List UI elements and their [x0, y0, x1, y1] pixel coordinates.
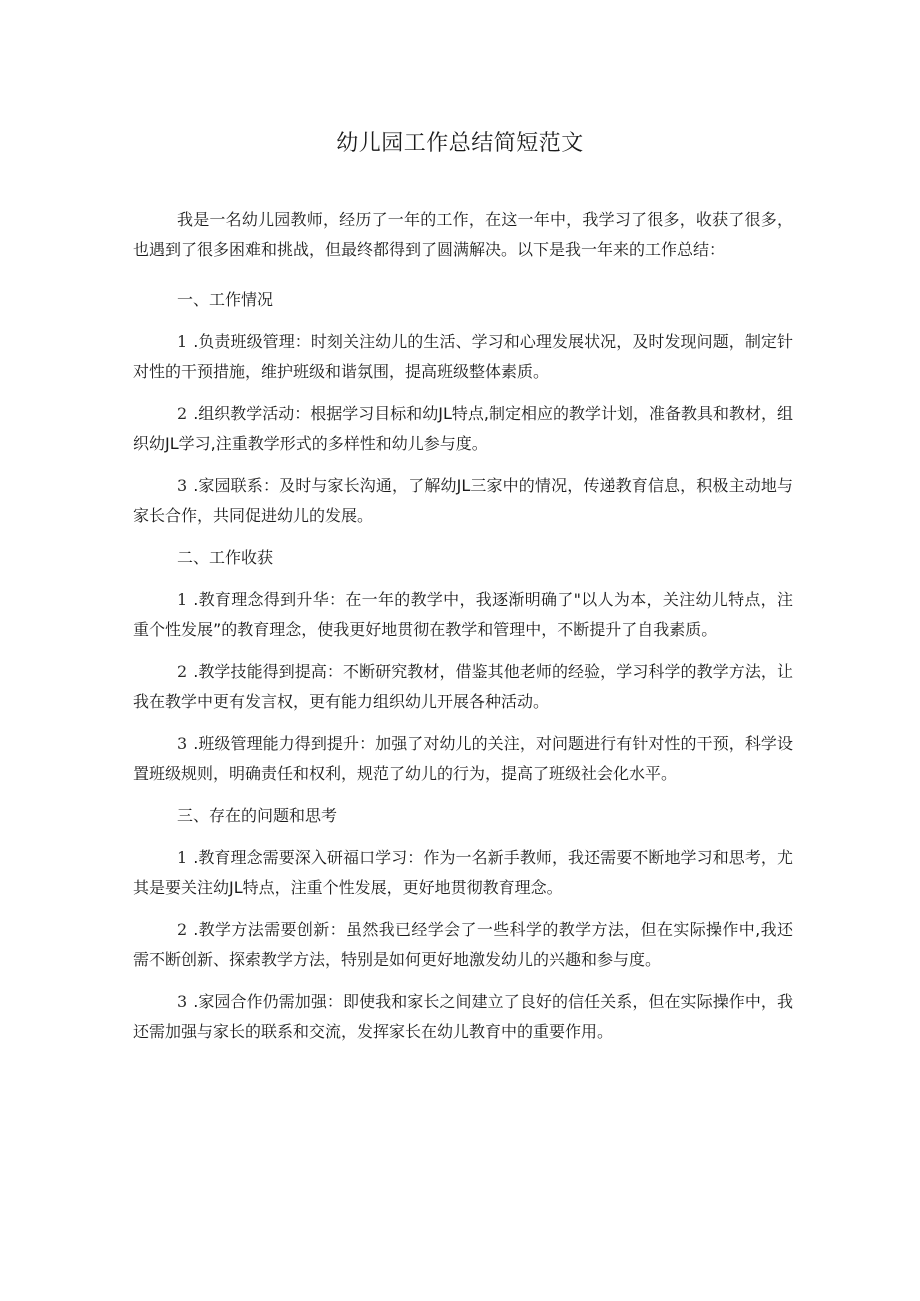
page-title: 幼儿园工作总结简短范文 — [336, 131, 584, 156]
list-item — [133, 399, 793, 459]
item-text: .负责班级管理：时刻关注幼儿的生活、学习和心理发展状况，及时发现问题，制定针对性的干预措施，维护班级和谐氛围，提高班级整体素质。 — [133, 332, 793, 381]
list-item — [133, 915, 793, 975]
list-item — [133, 471, 793, 531]
item-number: 3 — [177, 734, 188, 753]
item-number: 3 — [177, 476, 188, 495]
section-heading-3: 三、存在的问题和思考 — [177, 806, 338, 825]
item-text: .教育理念需要深入研福口学习：作为一名新手教师，我还需要不断地学习和思考，尤其是要关注幼JL特点，注重个性发展，更好地贯彻教育理念。 — [133, 848, 793, 897]
item-number: 1 — [177, 590, 188, 609]
section-heading-2: 二、工作收获 — [177, 548, 274, 567]
list-item — [133, 843, 793, 903]
list-item — [133, 657, 793, 717]
item-text: .教学技能得到提高：不断研究教材，借鉴其他老师的经验，学习科学的教学方法，让我在教学中更有发言权，更有能力组织幼儿开展各种活动。 — [133, 662, 793, 711]
list-item — [133, 585, 793, 645]
item-number: 1 — [177, 332, 188, 351]
document-body — [133, 205, 793, 1059]
item-text: .教学方法需要创新：虽然我已经学会了一些科学的教学方法，但在实际操作中,我还需不断创新、探索教学方法，特别是如何更好地激发幼儿的兴趣和参与度。 — [133, 920, 793, 969]
list-item — [133, 327, 793, 387]
list-item — [133, 987, 793, 1047]
item-number: 3 — [177, 992, 188, 1011]
item-number: 1 — [177, 848, 188, 867]
list-item — [133, 729, 793, 789]
item-text: .家园合作仍需加强：即使我和家长之间建立了良好的信任关系，但在实际操作中，我还需加强与家长的联系和交流，发挥家长在幼儿教育中的重要作用。 — [133, 992, 793, 1041]
item-number: 2 — [177, 404, 188, 423]
item-number: 2 — [177, 662, 188, 681]
intro-paragraph: 我是一名幼儿园教师，经历了一年的工作，在这一年中，我学习了很多，收获了很多，也遇到了很多困难和挑战，但最终都得到了圆满解决。以下是我一年来的工作总结： — [133, 210, 793, 259]
item-text: .组织教学活动：根据学习目标和幼JL特点,制定相应的教学计划，准备教具和教材，组织幼JL学习,注重教学形式的多样性和幼儿参与度。 — [133, 404, 793, 453]
item-text: .班级管理能力得到提升：加强了对幼儿的关注，对问题进行有针对性的干预，科学设置班级规则，明确责任和权利，规范了幼儿的行为，提高了班级社会化水平。 — [133, 734, 793, 783]
item-number: 2 — [177, 920, 188, 939]
item-text: .家园联系：及时与家长沟通，了解幼JL三家中的情况，传递教育信息，积极主动地与家长合作，共同促进幼儿的发展。 — [133, 476, 793, 525]
section-heading-1: 一、工作情况 — [177, 290, 274, 309]
item-text: .教育理念得到升华：在一年的教学中，我逐渐明确了"以人为本，关注幼儿特点，注重个性发展”的教育理念，使我更好地贯彻在教学和管理中，不断提升了自我素质。 — [133, 590, 793, 639]
